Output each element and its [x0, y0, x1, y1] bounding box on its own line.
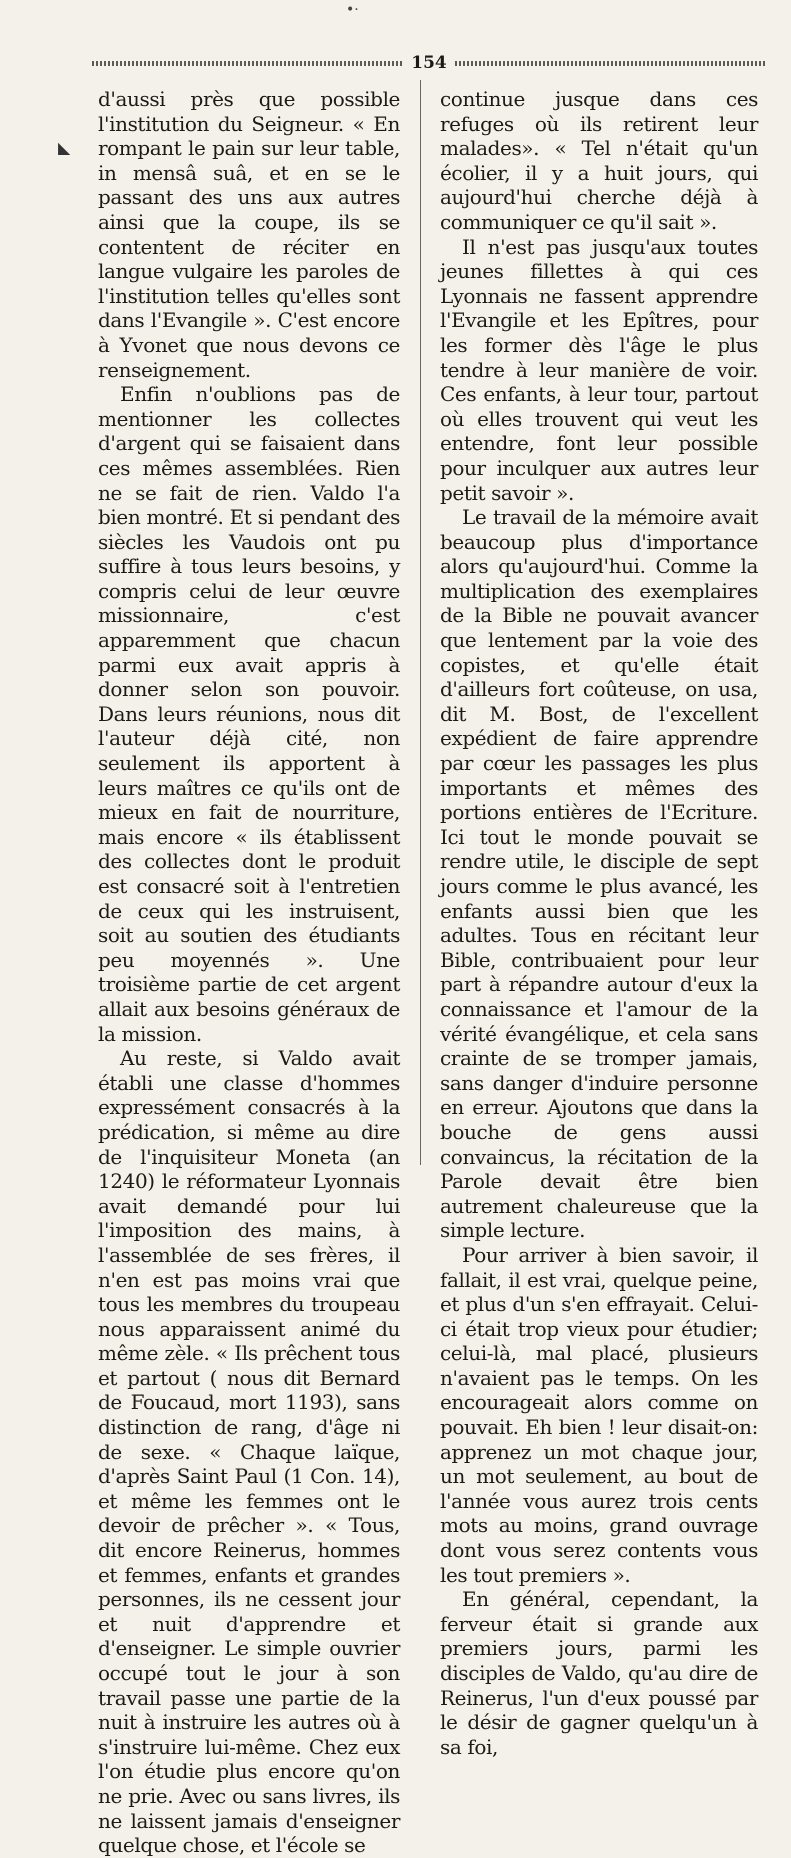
right-paragraph-5: En général, cependant, la ferveur était si grande aux premiers jours, parmi les disciples de Valdo, qu'au dire de Reinerus, l'un d'eux poussé par le désir de gagner quelqu'un à sa foi, — [440, 1587, 758, 1759]
right-paragraph-4: Pour arriver à bien savoir, il fallait, il est vrai, quelque peine, et plus d'un s'en effrayait. Celui-ci était trop vieux pour étudier; celui-là, mal placé, plusieurs n'avaient pas le temps. On les encourageait alors comme on pouvait. Eh bien ! leur disait-on: apprenez un mot chaque jour, un mot seulement, au bout de l'année vous aurez trois cents mots au moins, grand ouvrage dont vous serez contents vous les tout premiers ». — [440, 1242, 758, 1587]
page-header — [92, 52, 766, 74]
ornament: •· — [346, 2, 359, 18]
right-paragraph-2: Il n'est pas jusqu'aux toutes jeunes fillettes à qui ces Lyonnais ne fassent apprendre l'Evangile et les Epîtres, pour les former dès l'âge le plus tendre à leur manière de voir. Ces enfants, à leur tour, partout où elles trouvent qui veut les entendre, font leur possible pour inculquer aux autres leur petit savoir ». — [440, 234, 758, 505]
left-paragraph-3: Au reste, si Valdo avait établi une classe d'hommes expressément consacrés à la prédication, si même au dire de l'inquisiteur Moneta (an 1240) le réformateur Lyonnais avait demandé pour lui l'imposition des mains, à l'assemblée de ses frères, il n'en est pas moins vrai que tous les membres du troupeau nous apparaissent animé du même zèle. « Ils prêchent tous et partout ( nous dit Bernard de Foucaud, mort 1193), sans distinction de rang, d'âge ni de sexe. « Chaque laïque, d'après Saint Paul (1 Con. 14), et même les femmes ont le devoir de prêcher ». « Tous, dit encore Reinerus, hommes et femmes, enfants et grandes personnes, ils ne cessent jour et nuit d'apprendre et d'enseigner. Le simple ouvrier occupé tout le jour à son travail passe une partie de la nuit à instruire les autres où à s'instruire lui-même. Chez eux l'on étudie plus encore qu'on ne prie. Avec ou sans livres, ils ne laissent jamais d'enseigner quelque chose, et l'école se — [98, 1046, 400, 1858]
page-number: 154 — [411, 52, 447, 73]
margin-mark-icon: ◣ — [58, 138, 71, 157]
header-rule-right — [455, 61, 766, 66]
right-column — [440, 87, 758, 1759]
right-paragraph-1: continue jusque dans ces refuges où ils retirent leur malades». « Tel n'était qu'un écolier, il y a huit jours, qui aujourd'hui cherche déjà à communiquer ce qu'il sait ». — [440, 87, 758, 234]
left-paragraph-2: Enfin n'oublions pas de mentionner les collectes d'argent qui se faisaient dans ces mêmes assemblées. Rien ne se fait de rien. Valdo l'a bien montré. Et si pendant des siècles les Vaudois ont pu suffire à tous leurs besoins, y compris celui de leur œuvre missionnaire, c'est apparemment que chacun parmi eux avait appris à donner selon son pouvoir. Dans leurs réunions, nous dit l'auteur déjà cité, non seulement ils apportent à leurs maîtres ce qu'ils ont de mieux en fait de nourriture, mais encore « ils établissent des collectes dont le produit est consacré soit à l'entretien de ceux qui les instruisent, soit au soutien des étudiants peu moyennés ». Une troisième partie de cet argent allait aux besoins généraux de la mission. — [98, 382, 400, 1046]
left-column — [98, 87, 400, 1858]
left-paragraph-1: d'aussi près que possible l'institution du Seigneur. « En rompant le pain sur leur table, in mensâ suâ, et en se le passant des uns aux autres ainsi que la coupe, ils se contentent de réciter en langue vulgaire les paroles de l'institution telles qu'elles sont dans l'Evangile ». C'est encore à Yvonet que nous devons ce renseignement. — [98, 87, 400, 382]
header-rule-left — [92, 61, 403, 66]
column-divider — [420, 80, 421, 1165]
right-paragraph-3: Le travail de la mémoire avait beaucoup plus d'importance alors qu'aujourd'hui. Comme la multiplication des exemplaires de la Bible ne pouvait avancer que lentement par la voie des copistes, et qu'elle était d'ailleurs fort coûteuse, on usa, dit M. Bost, de l'excellent expédient de faire apprendre par cœur les passages les plus importants et mêmes des portions entières de l'Ecriture. Ici tout le monde pouvait se rendre utile, le disciple de sept jours comme le plus avancé, les enfants aussi bien que les adultes. Tous en récitant leur Bible, contribuaient pour leur part à répandre autour d'eux la connaissance et l'amour de la vérité évangélique, et cela sans crainte de se tromper jamais, sans danger d'induire personne en erreur. Ajoutons que dans la bouche de gens aussi convaincus, la récitation de la Parole devait être bien autrement chaleureuse que la simple lecture. — [440, 505, 758, 1243]
